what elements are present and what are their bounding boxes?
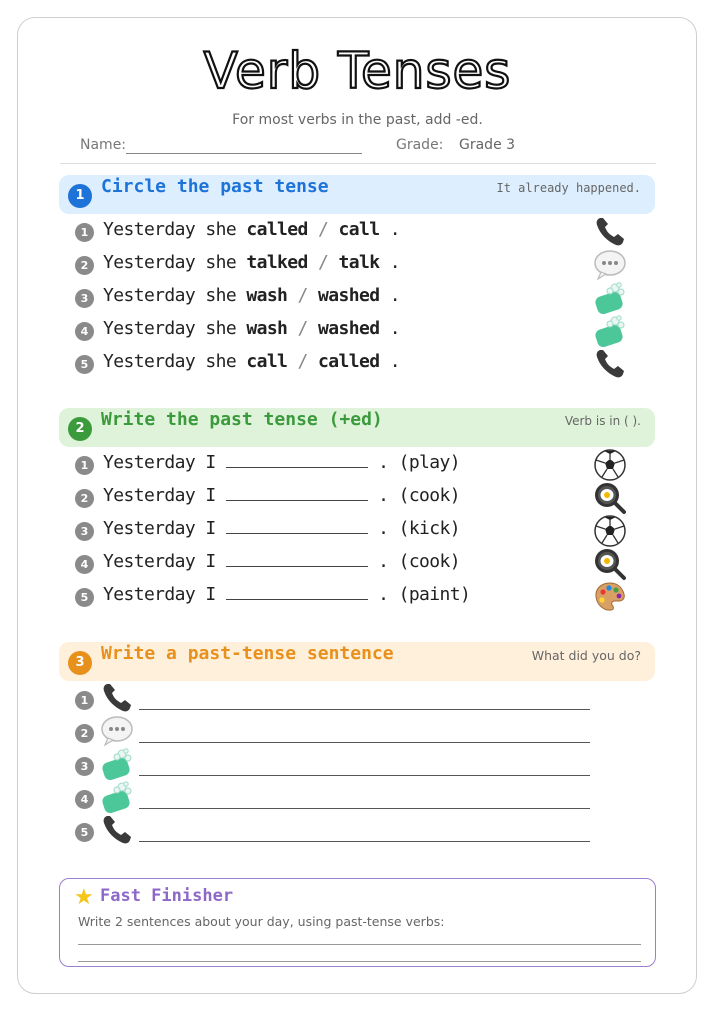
- section-note: What did you do?: [531, 648, 641, 663]
- section-3-header: [59, 642, 655, 681]
- choice-option[interactable]: called: [318, 351, 380, 372]
- soccer-ball-icon: [593, 448, 629, 484]
- sentence: [103, 318, 400, 339]
- choice-option[interactable]: wash: [246, 318, 288, 339]
- choice-option[interactable]: call: [246, 351, 288, 372]
- slash-separator: /: [287, 351, 319, 372]
- section-title: Write the past tense (+ed): [101, 409, 383, 430]
- slash-separator: /: [307, 252, 339, 273]
- sentence-prefix: Yesterday she: [103, 351, 237, 372]
- item-number: 5: [75, 355, 94, 374]
- fast-finisher-text: Write 2 sentences about your day, using past-tense verbs:: [78, 914, 445, 929]
- sentence-prefix: Yesterday she: [103, 318, 237, 339]
- answer-line[interactable]: [139, 742, 590, 743]
- sentence-end: .: [389, 318, 400, 339]
- name-field[interactable]: [126, 153, 362, 154]
- list-item: [75, 285, 635, 311]
- page-title: Verb Tenses: [203, 42, 512, 100]
- item-number: 2: [75, 489, 94, 508]
- subtitle: For most verbs in the past, add -ed.: [232, 112, 483, 128]
- phone-icon: [593, 347, 629, 383]
- list-item: [75, 720, 595, 750]
- soap-icon: [593, 314, 629, 350]
- section-title: Write a past-tense sentence: [101, 643, 394, 664]
- section-2-header: [59, 408, 655, 447]
- grade-label: Grade:: [396, 137, 444, 153]
- verb-hint: . (kick): [378, 518, 461, 539]
- item-number: 3: [75, 522, 94, 541]
- sentence: [103, 351, 400, 372]
- list-item: [75, 252, 635, 278]
- phone-icon: [100, 813, 136, 849]
- sentence-prefix: Yesterday I: [103, 518, 216, 539]
- name-label: Name:: [80, 137, 127, 153]
- soap-icon: [593, 281, 629, 317]
- section-1-header: [59, 175, 655, 214]
- sentence: [103, 219, 400, 240]
- frying-pan-icon: [593, 547, 629, 583]
- verb-hint: . (cook): [378, 551, 461, 572]
- answer-line[interactable]: [139, 808, 590, 809]
- answer-blank[interactable]: [226, 452, 368, 468]
- list-item: [75, 452, 635, 478]
- verb-hint: . (cook): [378, 485, 461, 506]
- sentence: [103, 452, 460, 473]
- slash-separator: /: [287, 285, 319, 306]
- soap-icon: [100, 780, 136, 816]
- sentence: [103, 285, 400, 306]
- item-number: 4: [75, 322, 94, 341]
- sentence: [103, 518, 460, 539]
- verb-hint: . (paint): [378, 584, 471, 605]
- section-title: Circle the past tense: [101, 176, 329, 197]
- phone-icon: [100, 681, 136, 717]
- item-number: 3: [75, 289, 94, 308]
- sentence-prefix: Yesterday I: [103, 485, 216, 506]
- list-item: [75, 687, 595, 717]
- answer-line[interactable]: [78, 961, 641, 962]
- choice-option[interactable]: wash: [246, 285, 288, 306]
- section-number: 3: [68, 651, 92, 675]
- list-item: [75, 584, 635, 610]
- item-number: 2: [75, 256, 94, 275]
- verb-hint: . (play): [378, 452, 461, 473]
- section-note: It already happened.: [496, 181, 641, 195]
- item-number: 2: [75, 724, 94, 743]
- sentence-prefix: Yesterday she: [103, 219, 237, 240]
- list-item: [75, 318, 635, 344]
- list-item: [75, 753, 595, 783]
- sentence-end: .: [389, 285, 400, 306]
- soap-icon: [100, 747, 136, 783]
- list-item: [75, 219, 635, 245]
- soccer-ball-icon: [593, 514, 629, 550]
- sentence: [103, 551, 460, 572]
- list-item: [75, 518, 635, 544]
- answer-line[interactable]: [139, 841, 590, 842]
- answer-blank[interactable]: [226, 584, 368, 600]
- choice-option[interactable]: called: [246, 219, 308, 240]
- speech-bubble-icon: [593, 248, 629, 284]
- slash-separator: /: [287, 318, 319, 339]
- item-number: 3: [75, 757, 94, 776]
- sentence-prefix: Yesterday she: [103, 252, 237, 273]
- choice-option[interactable]: talked: [246, 252, 308, 273]
- sentence: [103, 584, 470, 605]
- sentence-end: .: [389, 252, 400, 273]
- answer-line[interactable]: [139, 775, 590, 776]
- section-number: 2: [68, 417, 92, 441]
- item-number: 1: [75, 691, 94, 710]
- sentence: [103, 252, 400, 273]
- grade-value: Grade 3: [459, 137, 516, 153]
- slash-separator: /: [307, 219, 339, 240]
- sentence-prefix: Yesterday I: [103, 452, 216, 473]
- sentence-end: .: [389, 351, 400, 372]
- item-number: 1: [75, 456, 94, 475]
- item-number: 5: [75, 588, 94, 607]
- item-number: 1: [75, 223, 94, 242]
- answer-line[interactable]: [139, 709, 590, 710]
- choice-option[interactable]: washed: [318, 285, 380, 306]
- item-number: 4: [75, 790, 94, 809]
- divider: [60, 163, 656, 164]
- choice-option[interactable]: talk: [338, 252, 380, 273]
- fast-finisher-title: Fast Finisher: [100, 886, 234, 906]
- section-note: Verb is in ( ).: [564, 414, 641, 428]
- answer-blank[interactable]: [226, 518, 368, 534]
- list-item: [75, 786, 595, 816]
- palette-icon: [593, 580, 629, 616]
- fast-finisher-box: [59, 878, 656, 967]
- choice-option[interactable]: call: [338, 219, 380, 240]
- answer-blank[interactable]: [226, 551, 368, 567]
- phone-icon: [593, 215, 629, 251]
- item-number: 5: [75, 823, 94, 842]
- list-item: [75, 485, 635, 511]
- sentence: [103, 485, 460, 506]
- sentence-prefix: Yesterday I: [103, 551, 216, 572]
- answer-line[interactable]: [78, 944, 641, 945]
- choice-option[interactable]: washed: [318, 318, 380, 339]
- sentence-end: .: [389, 219, 400, 240]
- list-item: [75, 551, 635, 577]
- list-item: [75, 351, 635, 377]
- sentence-prefix: Yesterday she: [103, 285, 237, 306]
- star-icon: ★: [74, 885, 94, 910]
- speech-bubble-icon: [100, 714, 136, 750]
- section-number: 1: [68, 184, 92, 208]
- answer-blank[interactable]: [226, 485, 368, 501]
- item-number: 4: [75, 555, 94, 574]
- frying-pan-icon: [593, 481, 629, 517]
- sentence-prefix: Yesterday I: [103, 584, 216, 605]
- list-item: [75, 819, 595, 849]
